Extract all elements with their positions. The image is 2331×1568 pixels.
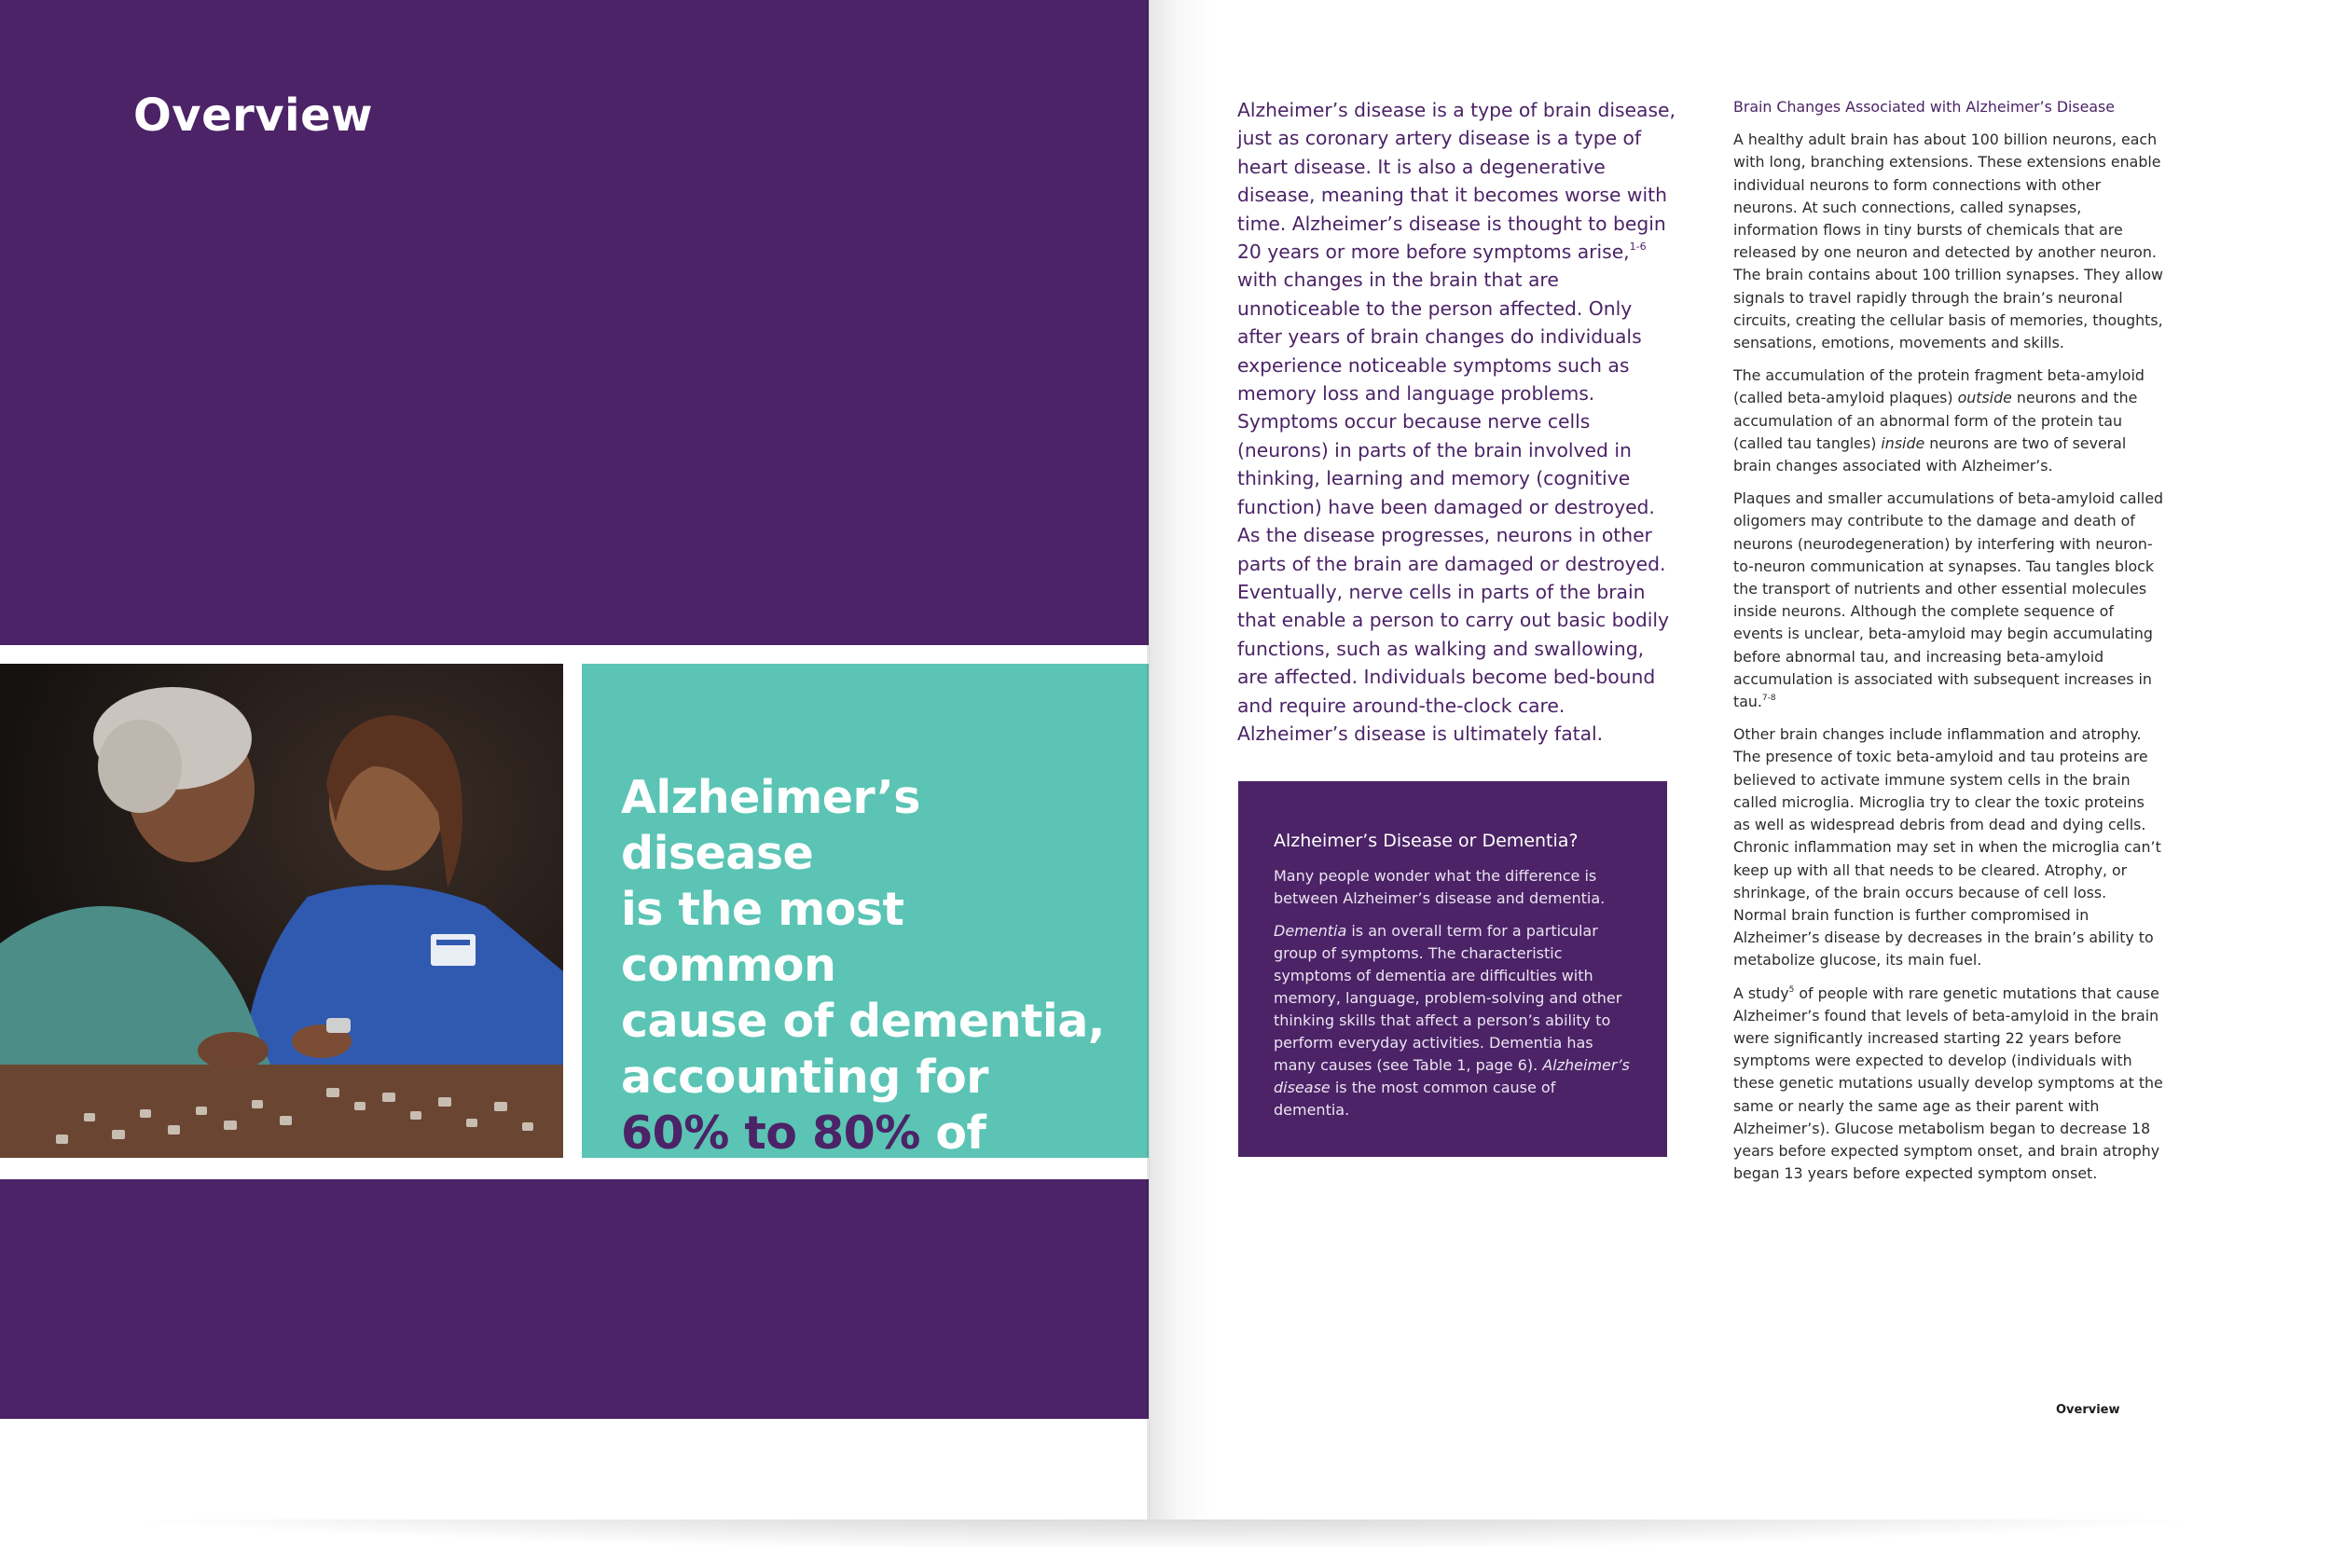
body-paragraph-2 [1733, 364, 2164, 477]
running-footer: Overview [2056, 1403, 2120, 1417]
sidebar-term-dementia: Dementia [1274, 922, 1347, 940]
sidebar-term-alzheimers: Alzheimer’s disease [1274, 1056, 1630, 1096]
callout-line-1: Alzheimer’s disease [621, 771, 920, 880]
left-page [0, 0, 1149, 1520]
body-paragraph-5 [1733, 983, 2164, 1186]
callout-tail: of [935, 1107, 986, 1160]
body-term-outside: outside [1957, 389, 2012, 407]
body-paragraph-3 [1733, 488, 2164, 713]
sidebar-paragraph-2 [1274, 920, 1632, 1121]
sidebar-paragraph-1: Many people wonder what the difference is between Alzheimer’s disease and dementia. [1274, 867, 1606, 907]
intro-footnote-ref: 1-6 [1629, 241, 1647, 254]
intro-paragraph [1237, 96, 1676, 748]
caregiver-photo [0, 664, 563, 1158]
intro-text-part-1: Alzheimer’s disease is a type of brain disease, just as coronary artery disease is a type of heart disease. It is also a degenerative disease, meaning that it becomes worse with time. Alzheimer’s disease is thought to begin 20 years or more before symptoms arise, [1237, 99, 1676, 264]
callout-line-2: is the most common [621, 883, 904, 992]
body-paragraph-3-text: Plaques and smaller accumulations of beta-amyloid called oligomers may contribute to the damage and death of neurons (neurodegeneration) by interfering with neuron-to-neuron communication at synapses. Tau tangles block the transport of nutrients and other essential molecules inside neurons. Although the complete sequence of events is unclear, beta-amyloid may begin accumulating before abnormal tau, and increasing beta-amyloid accumulation is associated with subsequent increases in tau. [1733, 489, 2164, 711]
page-gutter [1147, 0, 1151, 1520]
callout-highlight-to: to [728, 1107, 813, 1160]
body-paragraph-2-c: neurons are two of several brain changes associated with Alzheimer’s. [1733, 433, 2127, 475]
callout-highlight-60: 60% [621, 1107, 729, 1160]
purple-footer-band [0, 1179, 1149, 1419]
sidebar-title: Alzheimer’s Disease or Dementia? [1274, 831, 1579, 851]
body-paragraph-5-a: A study [1733, 983, 1789, 1002]
page-title: Overview [133, 89, 373, 142]
callout-statement [621, 770, 1124, 1217]
intro-text-part-2: with changes in the brain that are unnoticeable to the person affected. Only after years of brain changes do individuals experience noticeable symptoms such as memory loss and language problems. Symptoms occur because nerve cells (neurons) in parts of the brain involved in thinking, learning and memory (cognitive function) have been damaged or destroyed. As the disease progresses, neurons in other parts of the brain are damaged or destroyed. Eventually, nerve cells in parts of the brain that enable a person to carry out basic bodily functions, such as walking and swallowing, are affected. Individuals become bed-bound and require around-the-clock care. Alzheimer’s disease is ultimately fatal. [1237, 268, 1670, 745]
caregiver-photo-illustration [0, 664, 563, 1158]
sidebar-box [1238, 781, 1667, 1157]
body-paragraph-4: Other brain changes include inflammation and atrophy. The presence of toxic beta-amyloid and tau proteins are believed to activate immune system cells in the brain called microglia. Microglia try to clear the toxic proteins as well as widespread debris from dead and dying cells. Chronic inflammation may set in when the microglia can’t keep up with all that needs to be cleared. Atrophy, or shrinkage, of the brain occurs because of cell loss. Normal brain function is further compromised in Alzheimer’s disease by decreases in the brain’s ability to metabolize glucose, its main fuel. [1733, 725, 2161, 970]
body-paragraph-2-a: The accumulation of the protein fragment beta-amyloid (called beta-amyloid plaques) [1733, 366, 2145, 407]
body-paragraph-1: A healthy adult brain has about 100 billion neurons, each with long, branching extensions. These extensions enable individual neurons to form connections with other neurons. At such connections, called synapses, information flows in tiny bursts of chemicals that are released by one neuron and detected by another neuron. The brain contains about 100 trillion synapses. They allow signals to travel rapidly through the brain’s neuronal circuits, creating the cellular basis of memories, thoughts, sensations, emotions, movements and skills. [1733, 131, 2163, 352]
section-title: Brain Changes Associated with Alzheimer’s Disease [1733, 98, 2115, 116]
right-page [1149, 0, 2297, 1520]
body-paragraph-5-footnote-ref: 5 [1788, 984, 1795, 995]
sidebar-paragraph-2-tail: is the most common cause of dementia. [1274, 1079, 1556, 1119]
body-paragraph-2-b: neurons and the accumulation of an abnormal form of the protein tau (called tau tangles) [1733, 389, 2138, 452]
callout-line-4: accounting for [621, 1051, 988, 1104]
brain-changes-column [1733, 96, 2164, 1195]
callout-line-3: cause of dementia, [621, 995, 1105, 1048]
body-term-inside: inside [1881, 433, 1925, 452]
sidebar-paragraph-2-body: is an overall term for a particular group of symptoms. The characteristic symptoms of dementia are difficulties with memory, language, problem-solving and other thinking skills that affect a person’s ability to perform everyday activities. Dementia has many causes (see Table 1, page 6). [1274, 922, 1622, 1074]
body-paragraph-3-footnote-ref: 7-8 [1761, 694, 1776, 704]
body-paragraph-5-b: of people with rare genetic mutations that cause Alzheimer’s found that levels of beta-amyloid in the brain were significantly increased starting 22 years before symptoms were expected to develop (individuals with these genetic mutations usually develop symptoms at the same or nearly the same age as their parent with Alzheimer’s). Glucose metabolism began to decrease 18 years before expected symptom onset, and brain atrophy began 13 years before expected symptom onset. [1733, 983, 2163, 1183]
callout-highlight-80: 80% [812, 1107, 920, 1160]
